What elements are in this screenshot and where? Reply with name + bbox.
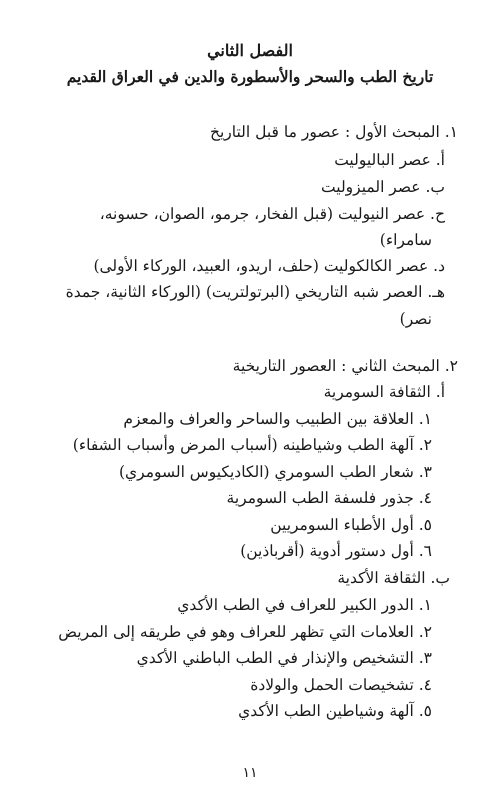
section-2-b-item-5: ٥. آلهة وشياطين الطب الأكدي [238, 702, 432, 720]
page-number: ١١ [242, 765, 258, 781]
section-1-item-b: ب. عصر الميزوليت [321, 178, 445, 196]
section-2-a-item-1: ١. العلاقة بين الطبيب والساحر والعراف والمعزم [123, 410, 432, 428]
section-1-item-a: أ. عصر الباليوليت [334, 151, 445, 169]
section-2-b-item-4: ٤. تشخيصات الحمل والولادة [250, 676, 432, 694]
section-2-b-item-1: ١. الدور الكبير للعراف في الطب الأكدي [177, 596, 432, 614]
section-2-a-item-2: ٢. آلهة الطب وشياطينه (أسباب المرض وأسباب الشفاء) [72, 436, 432, 454]
section-1-heading: ١. المبحث الأول : عصور ما قبل التاريخ [209, 123, 458, 141]
chapter-title: الفصل الثاني [207, 41, 293, 60]
section-2-b-item-3: ٣. التشخيص والإنذار في الطب الباطني الأكدي [136, 649, 432, 667]
section-1-item-e: هـ. العصر شبه التاريخي (البرتولتريت) (الوركاء الثانية، جمدة [65, 283, 445, 301]
section-1-item-d: د. عصر الكالكوليت (حلف، اريدو، العبيد، الوركاء الأولى) [93, 257, 445, 275]
section-2-a-heading: أ. الثقافة السومرية [323, 383, 445, 401]
section-1-item-c-cont: سامراء) [379, 231, 432, 249]
section-2-heading: ٢. المبحث الثاني : العصور التاريخية [232, 357, 458, 375]
section-2-b-item-2: ٢. العلامات التي تظهر للعراف وهو في طريقه إلى المريض [58, 623, 432, 641]
section-2-a-item-6: ٦. أول دستور أدوية (أقرباذين) [240, 542, 432, 560]
section-1-item-c: ح. عصر النيوليت (قبل الفخار، جرمو، الصوان، حسونه، [99, 205, 445, 223]
chapter-subtitle: تاريخ الطب والسحر والأسطورة والدين في العراق القديم [66, 67, 434, 86]
section-2-a-item-5: ٥. أول الأطباء السومريين [270, 516, 432, 534]
section-2-a-item-3: ٣. شعار الطب السومري (الكاديكيوس السومري) [118, 463, 432, 481]
section-1-item-e-cont: نصر) [399, 310, 432, 328]
section-2-a-item-4: ٤. جذور فلسفة الطب السومرية [226, 489, 432, 507]
section-2-b-heading: ب. الثقافة الأكدية [337, 569, 450, 587]
